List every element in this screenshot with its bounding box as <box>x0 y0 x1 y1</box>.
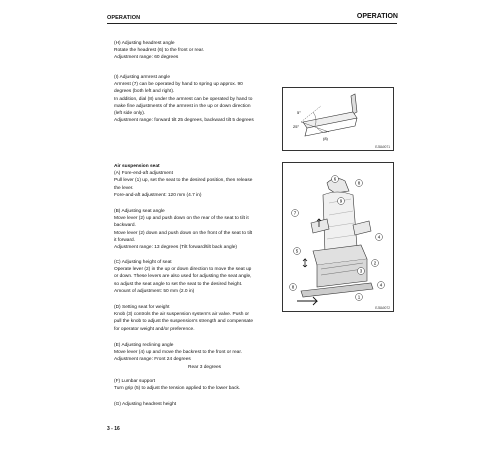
callout-3: 3 <box>359 268 363 274</box>
figure-id: EJ8A0072 <box>375 306 390 310</box>
fore-aft-line: Pull lever (1) up, set the seat to the desired position, then release <box>114 178 253 184</box>
headrest-height-title: (G) Adjusting headrest height <box>114 402 177 407</box>
fore-aft-line: Fore-and-aft adjustment: 120 mm (4.7 in) <box>114 192 202 198</box>
seat-angle-line: Move lever (2) down and push down on the front of the seat to tilt <box>114 230 253 236</box>
seat-height-line: or down. These levers are also used for adjusting the seat angle, <box>114 274 252 280</box>
armrest-angle-line: make fine adjustments of the armrest in the up or down direction <box>114 103 251 109</box>
page-number: 3 - 16 <box>107 426 120 432</box>
header-rule <box>107 23 397 24</box>
seat-angle-line: Adjustment range: 13 degrees (Tilt forward/tilt back angle) <box>114 245 238 251</box>
armrest-figure <box>282 87 394 151</box>
reclining-line: Adjustment range: Front 24 degrees <box>114 357 191 363</box>
figure-id: EJ8A0071 <box>375 145 390 149</box>
callout-5: 5 <box>295 248 299 254</box>
fore-aft-title: (A) Fore-end-aft adjustment <box>114 171 173 177</box>
seat-angle-line: Move lever (2) up and push down on the rear of the seat to tilt it <box>114 216 249 222</box>
reclining-line: Move lever (4) up and move the backrest to the front or rear. <box>114 350 242 356</box>
weight-line: pull the knob to adjust the suspension's strength and compensate <box>114 319 254 325</box>
armrest-angle-line: Adjustment range: forward tilt 25 degrees, backward tilt 5 degrees <box>114 118 254 124</box>
seat-height-line: so adjust the seat angle to set the seat to the desired height. <box>114 281 243 287</box>
reclining-title: (E) Adjusting reclining angle <box>114 343 174 348</box>
callout-7: 7 <box>293 210 297 216</box>
headrest-height-section <box>114 401 176 408</box>
callout-8: 8 <box>357 180 361 186</box>
headrest-angle-title: (H) Adjusting headrest angle <box>114 41 175 46</box>
air-seat-section <box>114 163 252 199</box>
armrest-angle-line: Armrest (7) can be operated by hand to spring up approx. 90 <box>114 82 243 88</box>
armrest-angle-line: degrees (both left and right). <box>114 89 175 95</box>
callout-9: 9 <box>339 198 343 204</box>
armrest-diagram <box>283 88 393 150</box>
armrest-angle-line: (left side only). <box>114 111 146 117</box>
armrest-angle-line: In addition, dial (8) under the armrest can be operated by hand to <box>114 96 253 102</box>
headrest-angle-line: Rotate the headrest (6) to the front or rear. <box>114 48 205 54</box>
reclining-section <box>114 342 242 371</box>
seat-angle-line: backward. <box>114 223 136 229</box>
seat-height-line: Operate lever (2) in the up or down direction to move the seat up <box>114 267 252 273</box>
angle-label: 25° <box>293 124 300 129</box>
seat-height-line: Amount of adjustment: 50 mm (2.0 in) <box>114 288 195 294</box>
dial-callout: (8) <box>323 136 328 141</box>
weight-title: (D) Setting seat for weight <box>114 305 170 310</box>
armrest-angle-title: (I) Adjusting armrest angle <box>114 75 170 80</box>
header-section-left: OPERATION <box>107 15 141 21</box>
seat-height-section <box>114 259 252 295</box>
callout-6: 6 <box>333 176 337 182</box>
air-seat-heading: Air suspension seat <box>114 164 160 169</box>
weight-section <box>114 304 253 333</box>
headrest-angle-line: Adjustment range: 60 degrees <box>114 55 179 61</box>
fore-aft-line: the lever. <box>114 185 134 191</box>
lumbar-title: (F) Lumbar support <box>114 379 156 384</box>
callout-1: 1 <box>357 294 361 300</box>
weight-line: for operator weight and/or preference. <box>114 326 195 332</box>
seat-angle-line: it forward. <box>114 237 136 243</box>
weight-line: Knob (3) controls the air suspension system's air valve. Push or <box>114 312 250 318</box>
seat-angle-section <box>114 208 252 251</box>
header-section-right: OPERATION <box>356 13 398 20</box>
lumbar-section <box>114 378 240 392</box>
angle-label: 5° <box>297 110 301 115</box>
seat-height-title: (C) Adjusting height of seat <box>114 260 172 265</box>
reclining-line: Rear 3 degrees <box>188 364 222 370</box>
callout-8b: 8 <box>291 284 295 290</box>
callout-2: 2 <box>373 260 377 266</box>
seat-figure <box>282 162 394 312</box>
callout-4: 4 <box>377 234 381 240</box>
seat-angle-title: (B) Adjusting seat angle <box>114 209 165 214</box>
lumbar-line: Turn grip (5) to adjust the tension applied to the lower back. <box>114 386 241 392</box>
headrest-angle-section <box>114 40 204 62</box>
callout-4b: 4 <box>379 282 383 288</box>
seat-diagram <box>283 163 393 311</box>
armrest-angle-section <box>114 74 254 124</box>
